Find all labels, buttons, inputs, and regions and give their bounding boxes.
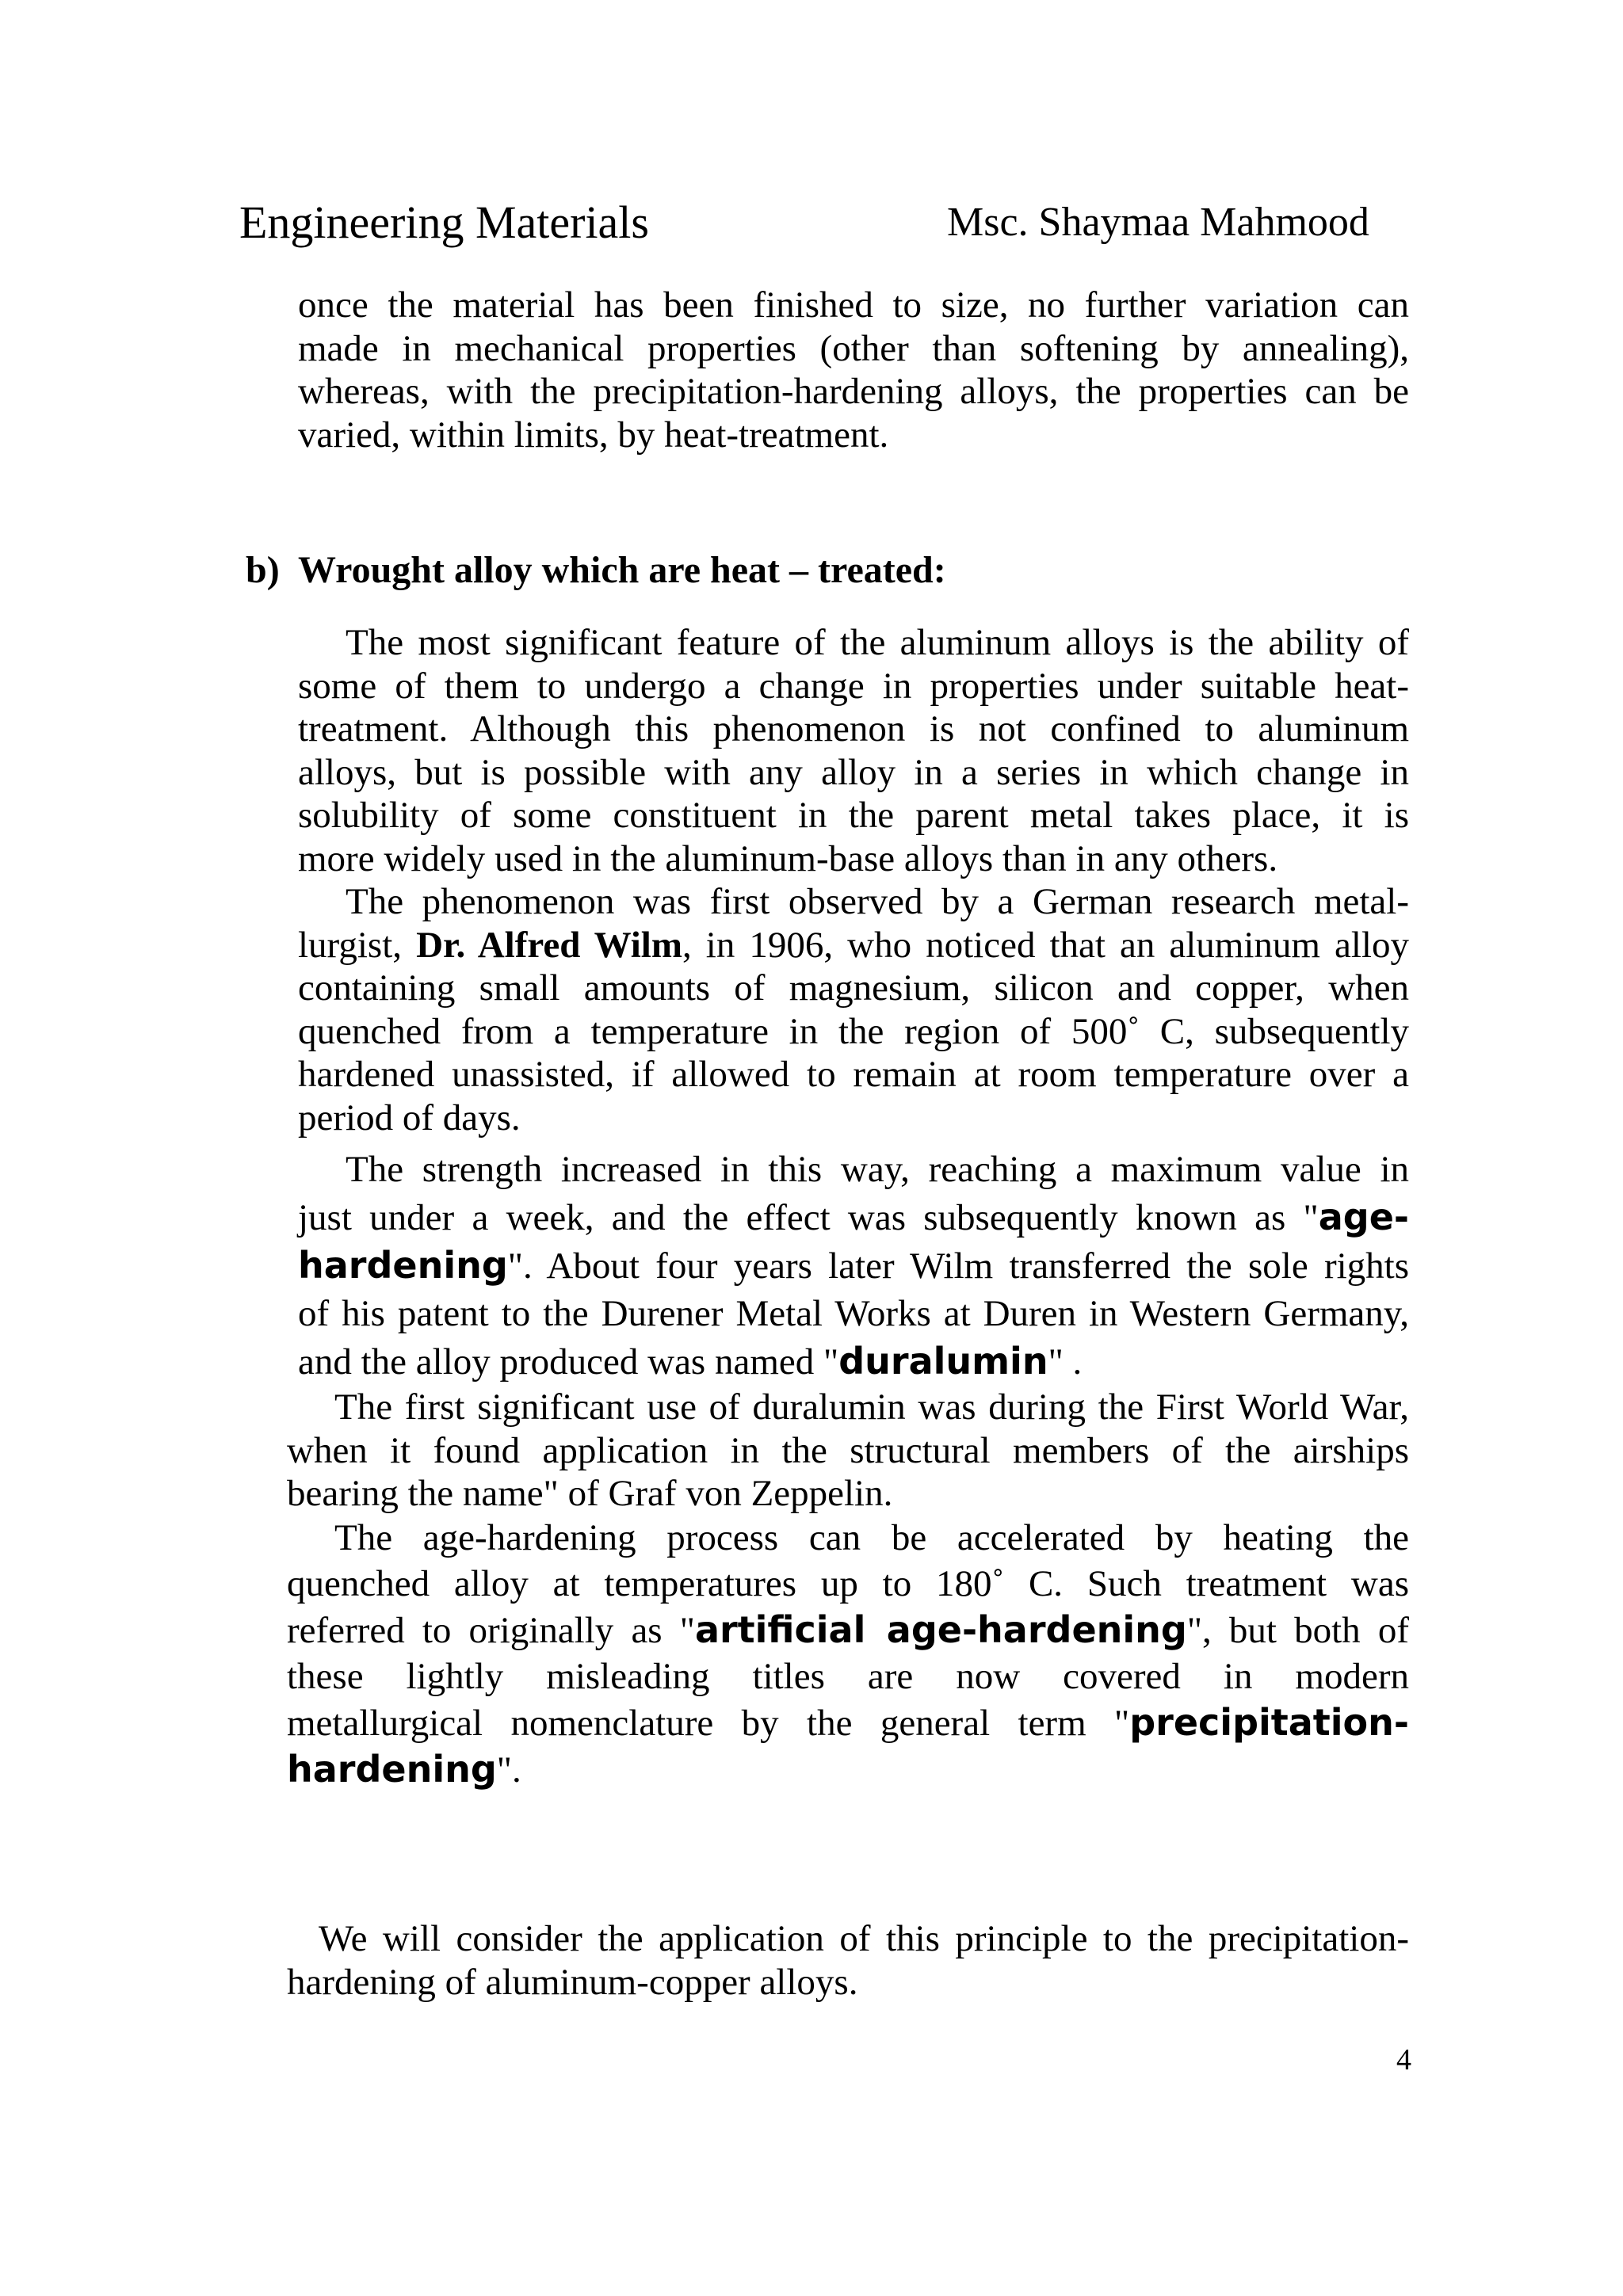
text-line: when it found application in the structural members of the airships xyxy=(287,1429,1409,1471)
text-line: The age-hardening process can be accelerated by heating the xyxy=(334,1517,1409,1558)
section-label: b) xyxy=(246,549,280,591)
text-line: just under a week, and the effect was subsequently known as "age- xyxy=(298,1196,1409,1238)
text-line: The most significant feature of the aluminum alloys is the ability of xyxy=(346,622,1409,663)
text-line: of his patent to the Durener Metal Works at Duren in Western Germany, xyxy=(298,1293,1409,1334)
text-line: The strength increased in this way, reaching a maximum value in xyxy=(346,1149,1409,1190)
header-author: Msc. Shaymaa Mahmood xyxy=(947,200,1369,245)
text-line: period of days. xyxy=(298,1097,521,1138)
text-line: whereas, with the precipitation-hardening alloys, the properties can be xyxy=(298,371,1409,412)
text-line: hardening of aluminum-copper alloys. xyxy=(287,1961,858,2003)
term-artificial-age-hardening: artificial age-hardening xyxy=(694,1608,1187,1651)
paragraph-4 xyxy=(287,1386,1409,1516)
text-line: metallurgical nomenclature by the general term "precipitation- xyxy=(287,1701,1409,1744)
text-line: solubility of some constituent in the parent metal takes place, it is xyxy=(298,795,1409,836)
text-line: these lightly misleading titles are now covered in modern xyxy=(287,1656,1409,1697)
text-line: quenched alloy at temperatures up to 180˚ C. Such treatment was xyxy=(287,1563,1409,1604)
text-line: varied, within limits, by heat-treatment. xyxy=(298,414,889,456)
text-line: hardening". xyxy=(287,1748,521,1791)
text-line: containing small amounts of magnesium, silicon and copper, when xyxy=(298,967,1409,1009)
text-line: hardened unassisted, if allowed to remain at room temperature over a xyxy=(298,1054,1409,1095)
text-line: bearing the name" of Graf von Zeppelin. xyxy=(287,1473,893,1514)
text-line: once the material has been finished to size, no further variation can xyxy=(298,284,1409,326)
paragraph-6 xyxy=(287,1917,1409,2004)
text-line: The phenomenon was first observed by a German research metal- xyxy=(346,881,1409,922)
text-line: some of them to undergo a change in properties under suitable heat- xyxy=(298,665,1409,707)
text-line: We will consider the application of this principle to the precipitation- xyxy=(319,1918,1409,1959)
page-number: 4 xyxy=(1396,2043,1411,2077)
text-line: referred to originally as "artificial age-hardening", but both of xyxy=(287,1608,1409,1651)
header-course-title: Engineering Materials xyxy=(239,196,649,248)
paragraph-2 xyxy=(298,880,1409,1139)
term-duralumin: duralumin xyxy=(838,1340,1048,1383)
paragraph-3 xyxy=(298,1146,1409,1386)
text-line: and the alloy produced was named "duralumin" . xyxy=(298,1340,1083,1383)
term-hardening: hardening xyxy=(298,1244,508,1287)
section-b-heading xyxy=(246,547,946,594)
intro-paragraph xyxy=(298,284,1409,456)
text-line: quenched from a temperature in the region of 500˚ C, subsequently xyxy=(298,1010,1409,1052)
section-title: Wrought alloy which are heat – treated: xyxy=(298,549,946,591)
text-line: hardening". About four years later Wilm transferred the sole rights xyxy=(298,1244,1409,1287)
text-line: lurgist, Dr. Alfred Wilm, in 1906, who noticed that an aluminum alloy xyxy=(298,924,1409,966)
text-line: made in mechanical properties (other than softening by annealing), xyxy=(298,327,1409,369)
person-name: Dr. Alfred Wilm xyxy=(416,924,682,966)
text-line: more widely used in the aluminum-base alloys than in any others. xyxy=(298,837,1278,879)
term-age-hardening: age- xyxy=(1318,1196,1409,1238)
text-line: The first significant use of duralumin was during the First World War, xyxy=(334,1386,1409,1428)
term-hardening-2: hardening xyxy=(287,1748,497,1791)
paragraph-5 xyxy=(287,1515,1409,1793)
text-line: treatment. Although this phenomenon is not confined to aluminum xyxy=(298,708,1409,749)
paragraph-1 xyxy=(298,621,1409,880)
text-line: alloys, but is possible with any alloy in a series in which change in xyxy=(298,751,1409,793)
term-precipitation: precipitation- xyxy=(1129,1701,1409,1744)
